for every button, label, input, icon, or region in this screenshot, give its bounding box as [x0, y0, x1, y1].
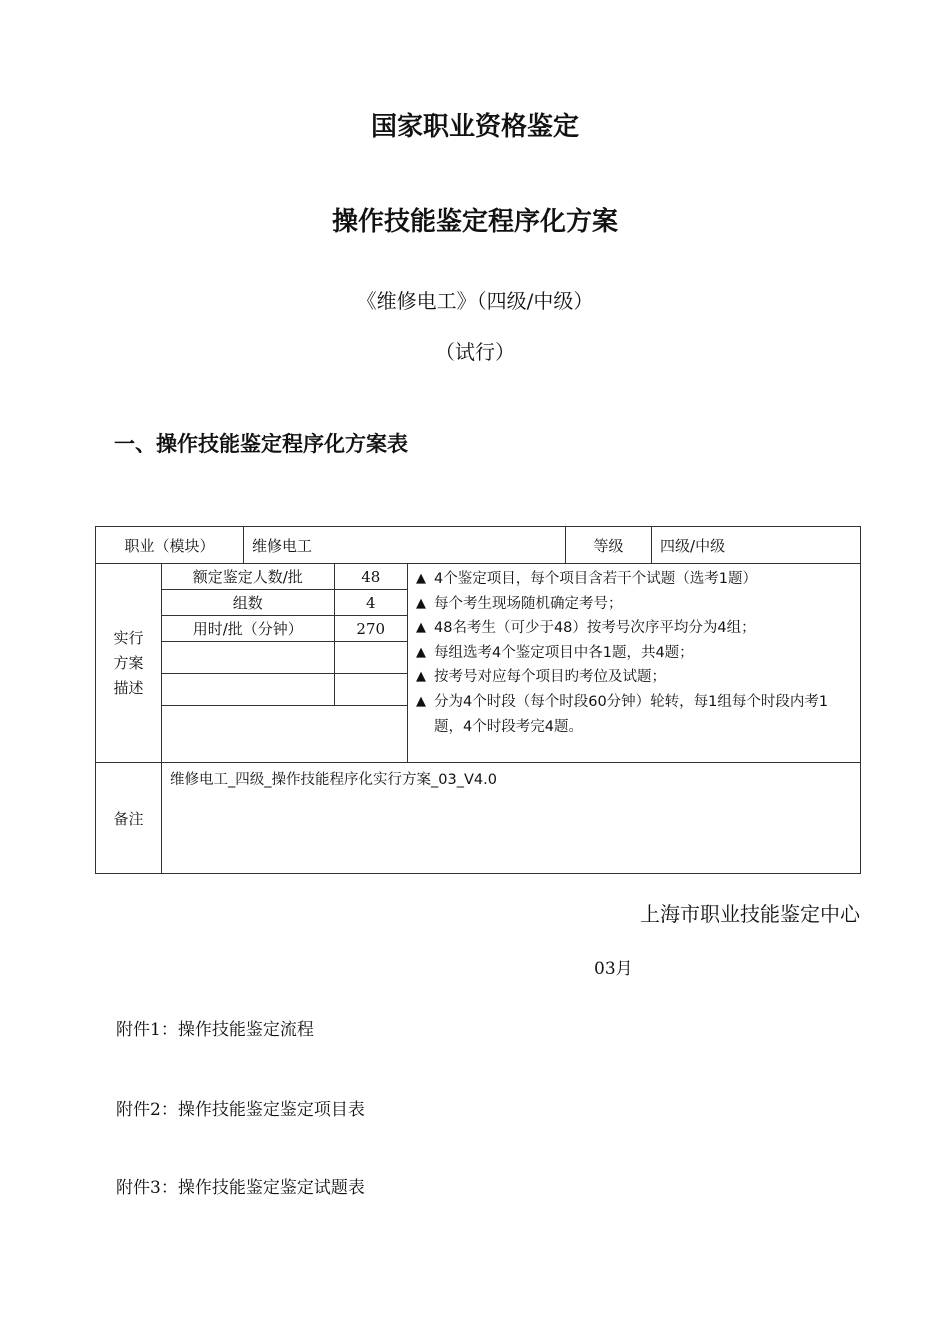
- plan-row: [96, 564, 861, 763]
- document-title: 国家职业资格鉴定: [370, 112, 579, 142]
- triangle-icon: ▲: [416, 620, 426, 636]
- plan-notes: [408, 564, 860, 762]
- triangle-icon: ▲: [416, 669, 426, 685]
- section-heading: 一、操作技能鉴定程序化方案表: [114, 431, 408, 456]
- attachment-1: 附件1：操作技能鉴定流程: [116, 1020, 314, 1040]
- param-label: 额定鉴定人数/批: [162, 564, 334, 590]
- level-value: 四级/中级: [652, 527, 861, 564]
- param-label: 用时/批（分钟）: [162, 616, 334, 642]
- occupation-value: 维修电工: [244, 527, 566, 564]
- note-item: ▲ 按考号对应每个项目旳考位及试题；: [416, 665, 854, 690]
- plan-label: 实行 方案 描述: [96, 564, 162, 763]
- param-row: [162, 564, 407, 590]
- empty-row: [162, 642, 407, 674]
- param-row: [162, 590, 407, 616]
- occupation-subtitle: 《维修电工》（四级/中级）: [356, 289, 594, 313]
- note-item: ▲ 每个考生现场随机确定考号；: [416, 592, 854, 617]
- remark-row: [96, 763, 861, 874]
- plan-table: [95, 526, 861, 874]
- document-subtitle: 操作技能鉴定程序化方案: [331, 207, 618, 237]
- remark-label: 备注: [96, 763, 162, 874]
- triangle-icon: ▲: [416, 571, 426, 586]
- table-header-row: [96, 527, 861, 564]
- occupation-label: 职业（模块）: [96, 527, 244, 564]
- note-item: ▲ 48名考生（可少于48）按考号次序平均分为4组；: [416, 616, 854, 641]
- param-value: 48: [334, 564, 407, 590]
- param-row: [162, 616, 407, 642]
- param-label: 组数: [162, 590, 334, 616]
- param-value: 270: [334, 616, 407, 642]
- empty-row: [162, 706, 407, 763]
- triangle-icon: ▲: [416, 595, 426, 611]
- trial-label: （试行）: [435, 340, 515, 364]
- note-item: ▲ 分为4个时段（每个时段60分钟）轮转，每1组每个时段内考1题，4个时段考完4题。: [416, 690, 854, 739]
- note-item: ▲ 每组选考4个鉴定项目中各1题，共4题；: [416, 641, 854, 666]
- attachment-3: 附件3：操作技能鉴定鉴定试题表: [116, 1178, 365, 1198]
- remark-value: 维修电工_四级_操作技能程序化实行方案_03_V4.0: [162, 763, 861, 874]
- organization-name: 上海市职业技能鉴定中心: [640, 902, 860, 926]
- triangle-icon: ▲: [416, 693, 426, 709]
- attachment-2: 附件2：操作技能鉴定鉴定项目表: [116, 1100, 365, 1120]
- plan-description: [162, 564, 861, 763]
- params-table: [162, 564, 407, 762]
- date-text: 03月: [594, 959, 633, 979]
- note-item: ▲ 4个鉴定项目，每个项目含若干个试题（选考1题）: [416, 567, 854, 592]
- level-label: 等级: [566, 527, 652, 564]
- empty-row: [162, 674, 407, 706]
- triangle-icon: ▲: [416, 644, 426, 660]
- param-value: 4: [334, 590, 407, 616]
